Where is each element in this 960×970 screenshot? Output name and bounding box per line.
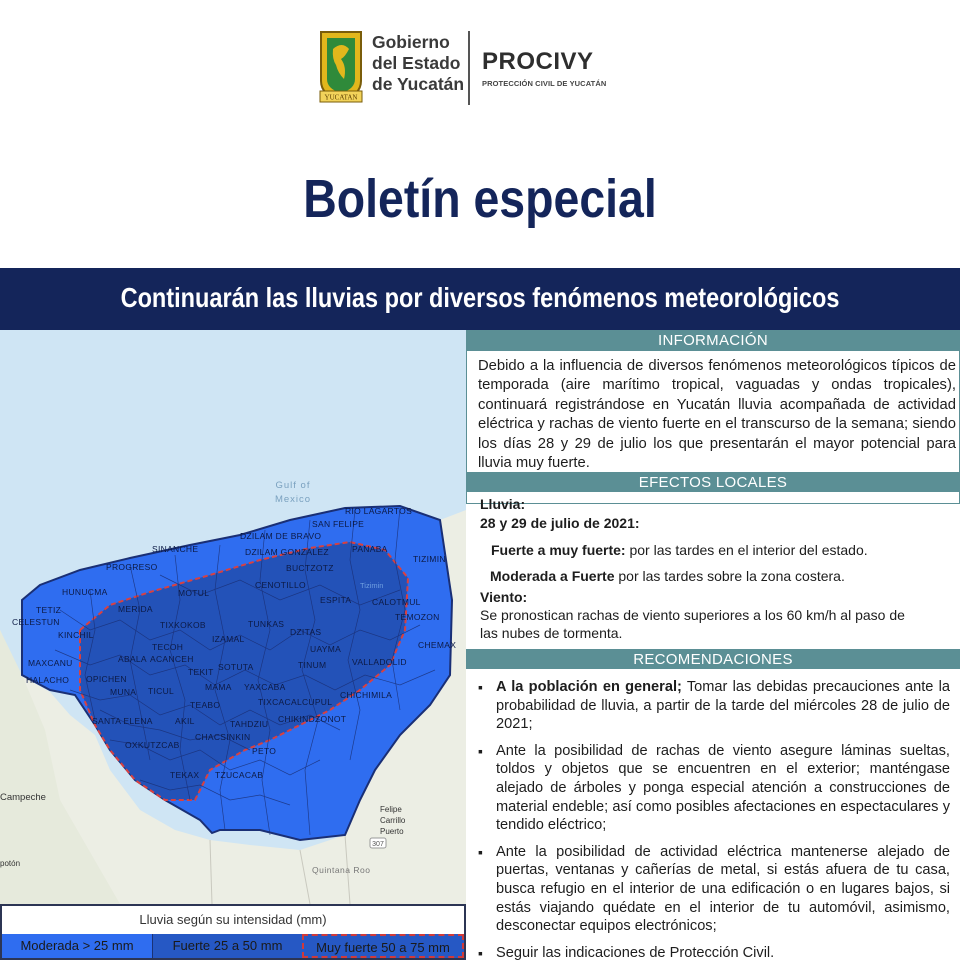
label-abala: ABALA [118,654,147,664]
recommendations-heading-text: RECOMENDACIONES [633,651,793,668]
moderate-rain-label: Moderada a Fuerte [490,568,615,584]
map-legend [0,904,466,960]
rain-label: Lluvia: [480,496,526,512]
label-tahdziu: TAHDZIU [230,719,269,729]
effects-heading-text: EFECTOS LOCALES [638,474,788,491]
label-tekax: TEKAX [170,770,200,780]
shield-banner-text: YUCATAN [324,93,358,102]
label-tixkokob: TIXKOKOB [160,620,206,630]
champoton-label: potón [0,859,21,868]
recommendation-text: Tomar las debidas precauciones ante la probabilidad de lluvia, a partir de la tarde del miércoles 28 de julio de 2021; [496,679,950,733]
gov-line-2: del Estado [372,53,461,73]
gulf-label-1: Gulf of [275,480,311,491]
label-tecoh: TECOH [152,642,184,652]
info-heading-text: INFORMACIÓN [658,332,768,349]
recommendations-list [474,678,950,970]
label-valladolid: VALLADOLID [352,657,407,667]
label-dzilam-gonzalez: DZILAM GONZALEZ [245,547,329,557]
info-panel [466,330,960,960]
label-espita: ESPITA [320,595,352,605]
label-san-felipe: SAN FELIPE [312,519,365,529]
campeche-label: Campeche [0,792,46,803]
label-kinchil: KINCHIL [58,630,94,640]
recommendation-item [474,678,950,734]
agency-subtitle: PROTECCIÓN CIVIL DE YUCATÁN [482,79,607,88]
label-buctzotz: BUCTZOTZ [286,563,334,573]
wind-text-2: las nubes de tormenta. [480,625,623,641]
label-santa-elena: SANTA ELENA [92,716,153,726]
label-uayma: UAYMA [310,644,342,654]
label-cenotillo: CENOTILLO [255,580,306,590]
rainfall-map [0,330,466,904]
moderate-rain-line [490,568,845,584]
recommendation-lead: A la población en general; [496,679,682,695]
strong-rain-label: Fuerte a muy fuerte: [491,542,626,558]
label-dzitas: DZITAS [290,627,322,637]
label-yaxcaba: YAXCABA [244,682,286,692]
road-307-label: 307 [372,841,384,848]
strong-rain-text: por las tardes en el interior del estado. [625,542,868,558]
headline-text: Continuarán las lluvias por diversos fenómenos meteorológicos [120,282,840,313]
gulf-label-2: Mexico [274,494,312,505]
page-title: Boletín especial [303,169,657,229]
label-merida: MERIDA [118,604,153,614]
government-name [372,32,464,95]
label-akil: AKIL [175,716,195,726]
label-tinum: TINUM [298,660,327,670]
recommendation-text: Ante la posibilidad de actividad eléctrica mantenerse alejado de puertas, ventanas y cañerías de metal, si estás afuera de tu casa, busca refugio en el interior de una edificación o en lugares bajos, si estás viajando quédate en el interior de tu automóvil, asimismo, desconectar equipos electrónicos; [496,843,950,935]
wind-label: Viento: [480,589,528,605]
gov-line-1: Gobierno [372,32,450,52]
label-maxcanu: MAXCANU [28,658,73,668]
label-tekit: TEKIT [188,667,214,677]
rain-dates: 28 y 29 de julio de 2021: [480,515,640,531]
label-acanceh: ACANCEH [150,654,194,664]
label-temozon: TEMOZON [395,612,440,622]
moderate-rain-text: por las tardes sobre la zona costera. [614,568,845,584]
header [0,0,960,140]
label-halacho: HALACHO [26,675,70,685]
info-heading [466,330,960,350]
legend-title: Lluvia según su intensidad (mm) [139,912,327,927]
label-tizimin: TIZIMIN [413,554,446,564]
label-chichimila: CHICHIMILA [340,690,393,700]
recommendation-text: Seguir las indicaciones de Protección Civil. [496,944,775,961]
legend-moderate: Moderada > 25 mm [2,934,152,958]
recommendation-item [474,742,950,835]
label-oxkutzcab: OXKUTZCAB [125,740,180,750]
quintana-roo-label: Quintana Roo [312,865,371,875]
label-sotuta: SOTUTA [218,662,254,672]
felipe-label-3: Puerto [380,827,404,836]
recommendations-heading [466,649,960,669]
label-tzucacab: TZUCACAB [215,770,264,780]
label-chemax: CHEMAX [418,640,457,650]
yucatan-shield-logo [318,29,364,105]
effects-heading [466,472,960,492]
agency-name: PROCIVY [482,48,594,75]
felipe-label-2: Carrillo [380,816,406,825]
info-text: Debido a la influencia de diversos fenómenos meteorológicos típicos de temporada (aire marítimo tropical, vaguadas y ondas tropicales), continuará registrándose en Yucatán lluvia acompañada de actividad eléctrica y rachas de viento fuerte en el transcurso de la semana; siendo los días 28 y 29 de julio los que presentarán el mayor potencial para lluvia muy fuerte. [478,358,956,472]
label-izamal: IZAMAL [212,634,245,644]
strong-rain-line [491,542,868,558]
label-tetiz: TETIZ [36,605,62,615]
label-motul: MOTUL [178,588,210,598]
label-hunucma: HUNUCMA [62,587,108,597]
label-celestun: CELESTUN [12,617,60,627]
legend-very-strong: Muy fuerte 50 a 75 mm [302,934,464,958]
felipe-label-1: Felipe [380,805,402,814]
logo-divider [468,31,470,105]
label-mama: MAMA [205,682,232,692]
label-ticul: TICUL [148,686,175,696]
recommendation-text: Ante la posibilidad de rachas de viento asegure láminas sueltas, toldos y objetos que se encuentren en el exterior; manténgase alejado de árboles y ponga especial atención a construcciones de material endeble; así como posibles afectaciones en espectaculares y tendido eléctrico; [496,742,950,834]
label-rio-lagartos: RIO LAGARTOS [345,506,413,516]
label-teabo: TEABO [190,700,221,710]
legend-strong: Fuerte 25 a 50 mm [152,934,302,958]
label-chikindzonot: CHIKINDZONOT [278,714,347,724]
label-sinanche: SINANCHE [152,544,199,554]
label-chacsinkin: CHACSINKIN [195,732,251,742]
tizimin-city-label: Tizimin [360,581,384,590]
recommendation-item [474,843,950,936]
label-panaba: PANABA [352,544,388,554]
gov-line-3: de Yucatán [372,74,465,94]
label-tixcacalcupul: TIXCACALCUPUL [258,697,333,707]
label-tunkas: TUNKAS [248,619,285,629]
label-peto: PETO [252,746,277,756]
label-muna: MUNA [110,687,137,697]
wind-text-1: Se pronostican rachas de viento superiores a los 60 km/h al paso de [480,607,905,623]
label-progreso: PROGRESO [106,562,158,572]
headline-banner [0,268,960,330]
label-calotmul: CALOTMUL [372,597,421,607]
label-opichen: OPICHEN [86,674,127,684]
label-dzilam-bravo: DZILAM DE BRAVO [240,531,322,541]
